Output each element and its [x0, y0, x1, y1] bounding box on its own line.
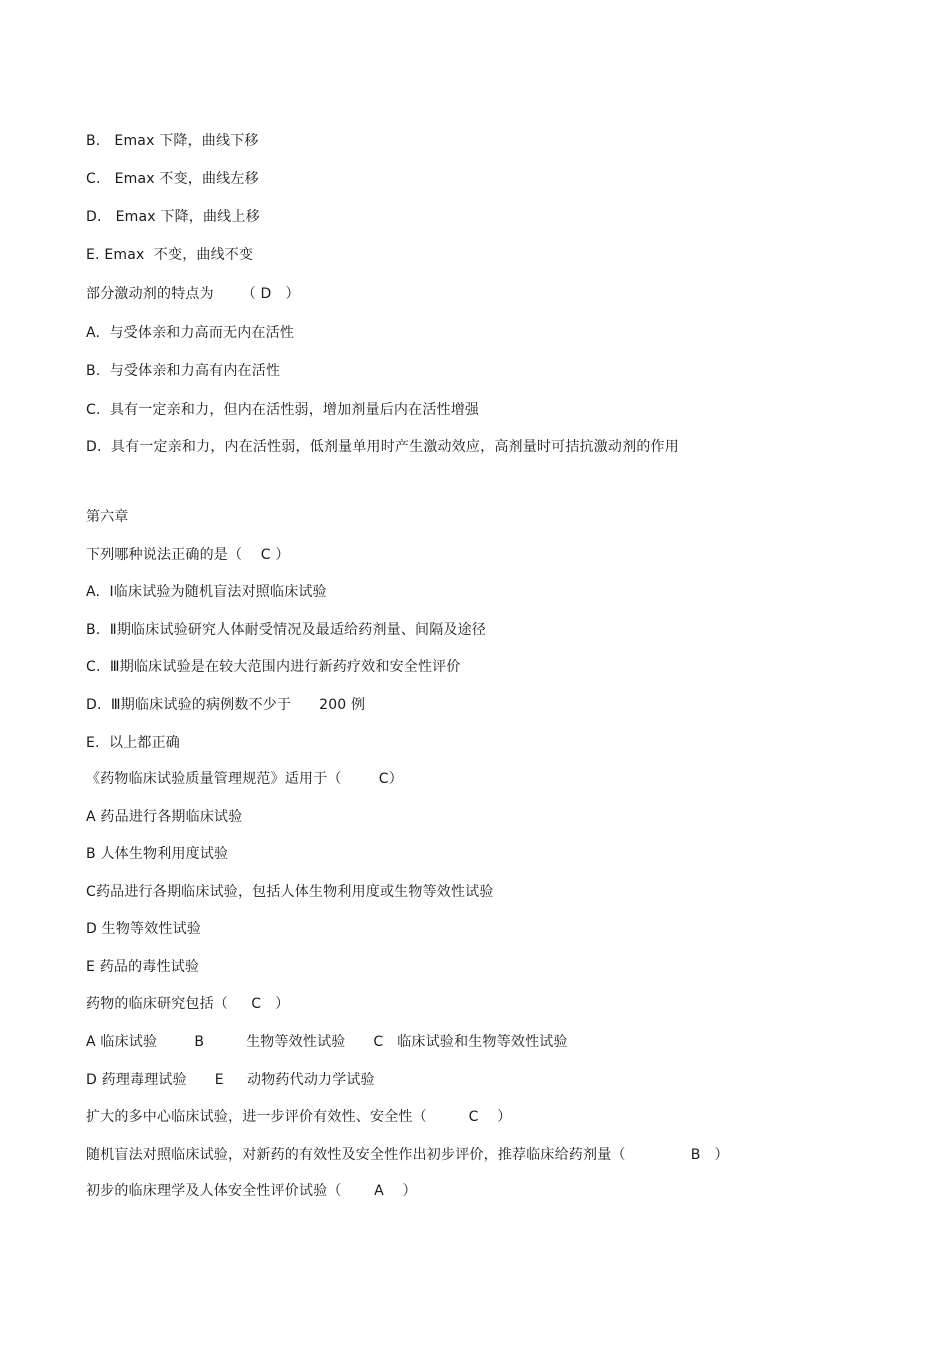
option-b-partial-agonist: B. 与受体亲和力高有内在活性: [86, 363, 281, 379]
option-d-gcp-scope: D 生物等效性试验: [86, 921, 202, 937]
chapter-heading: 第六章: [86, 509, 129, 525]
options-abc-clinical-research: A 临床试验 B 生物等效性试验 C 临床试验和生物等效性试验: [86, 1034, 568, 1050]
option-b-gcp-scope: B 人体生物利用度试验: [86, 846, 229, 862]
option-a-gcp-scope: A 药品进行各期临床试验: [86, 809, 243, 825]
question-clinical-research: 药物的临床研究包括（ C ）: [86, 996, 290, 1012]
option-d-partial-agonist: D. 具有一定亲和力，内在活性弱，低剂量单用时产生激动效应，高剂量时可拮抗激动剂的作用: [86, 439, 679, 455]
option-d-emax-down-shift-up: D. Emax 下降，曲线上移: [86, 209, 260, 225]
option-a-phase-one: A. Ⅰ临床试验为随机盲法对照临床试验: [86, 584, 327, 600]
option-b-phase-two: B. Ⅱ期临床试验研究人体耐受情况及最适给药剂量、间隔及途径: [86, 622, 487, 638]
question-correct-statement: 下列哪种说法正确的是（ C ）: [86, 547, 290, 563]
option-b-emax-down-shift-down: B. Emax 下降，曲线下移: [86, 133, 259, 149]
question-initial-pharmacology-trial: 初步的临床理学及人体安全性评价试验（ A ）: [86, 1183, 417, 1199]
option-a-partial-agonist: A. 与受体亲和力高而无内在活性: [86, 325, 295, 341]
question-randomized-blind-trial: 随机盲法对照临床试验，对新药的有效性及安全性作出初步评价，推荐临床给药剂量（ B ）: [86, 1147, 729, 1163]
option-c-emax-same-shift-left: C. Emax 不变，曲线左移: [86, 171, 259, 187]
option-e-emax-same-no-shift: E. Emax 不变，曲线不变: [86, 247, 254, 263]
question-partial-agonist: 部分激动剂的特点为 （ D ）: [86, 286, 300, 302]
question-multicenter-trial: 扩大的多中心临床试验，进一步评价有效性、安全性（ C ）: [86, 1109, 512, 1125]
option-c-partial-agonist: C. 具有一定亲和力，但内在活性弱，增加剂量后内在活性增强: [86, 402, 480, 418]
option-c-phase-three: C. Ⅲ期临床试验是在较大范围内进行新药疗效和安全性评价: [86, 659, 461, 675]
option-d-phase-three-cases: D. Ⅲ期临床试验的病例数不少于 200 例: [86, 697, 366, 713]
option-c-gcp-scope: C药品进行各期临床试验，包括人体生物利用度或生物等效性试验: [86, 884, 494, 900]
option-e-all-correct: E. 以上都正确: [86, 735, 180, 751]
question-gcp-scope: 《药物临床试验质量管理规范》适用于（ C）: [86, 771, 403, 787]
options-de-clinical-research: D 药理毒理试验 E 动物药代动力学试验: [86, 1072, 375, 1088]
option-e-gcp-scope: E 药品的毒性试验: [86, 959, 200, 975]
